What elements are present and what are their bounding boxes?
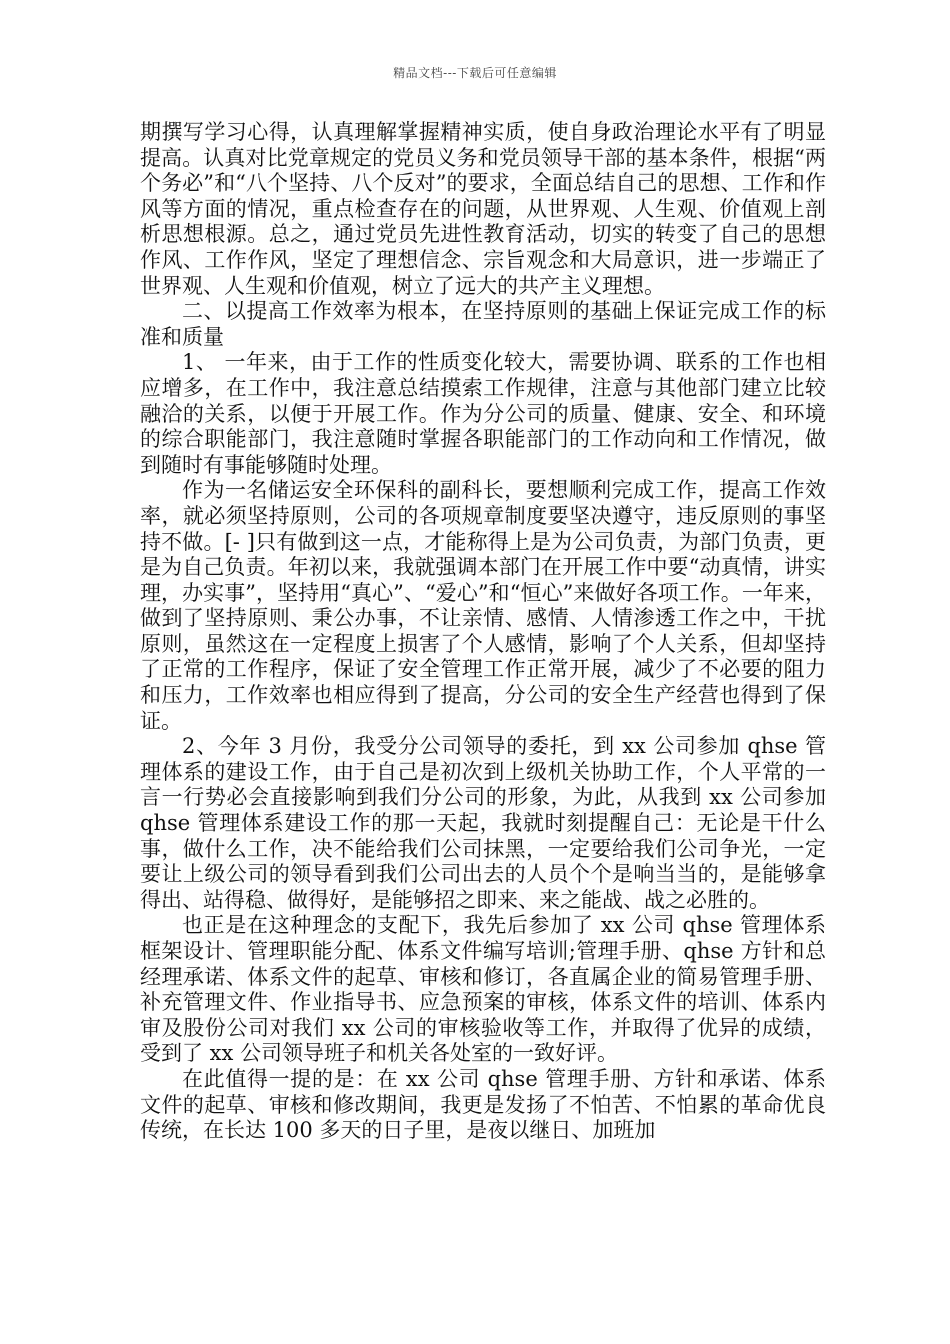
- paragraph: 也正是在这种理念的支配下，我先后参加了 xx 公司 qhse 管理体系框架设计、管理职能分配、体系文件编写培训;管理手册、qhse 方针和总经理承诺、体系文件的起草、审核和修订，各直属企业的简易管理手册、补充管理文件、作业指导书、应急预案的审核，体系文件的培训、体系内审及股份公司对我们 xx 公司的审核验收等工作，并取得了优异的成绩，受到了 xx 公司领导班子和机关各处室的一致好评。: [140, 913, 826, 1066]
- section-heading: 二、以提高工作效率为根本，在坚持原则的基础上保证完成工作的标准和质量: [140, 299, 826, 349]
- paragraph: 在此值得一提的是：在 xx 公司 qhse 管理手册、方针和承诺、体系文件的起草、审核和修改期间，我更是发扬了不怕苦、不怕累的革命优良传统，在长达 100 多天的日子里，是夜以继日、加班加: [140, 1066, 826, 1143]
- page-header: 精品文档---下载后可任意编辑: [393, 66, 557, 80]
- paragraph: 1、 一年来，由于工作的性质变化较大，需要协调、联系的工作也相应增多，在工作中，我注意总结摸索工作规律，注意与其他部门建立比较融洽的关系，以便于开展工作。作为分公司的质量、健康、安全、和环境的综合职能部门，我注意随时掌握各职能部门的工作动向和工作情况，做到随时有事能够随时处理。: [140, 350, 826, 477]
- paragraph: 作为一名储运安全环保科的副科长，要想顺利完成工作，提高工作效率，就必须坚持原则，公司的各项规章制度要坚决遵守，违反原则的事坚持不做。[- ]只有做到这一点，才能称得上是为公司负责，为部门负责，更是为自己负责。年初以来，我就强调本部门在开展工作中要“动真情，讲实理，办实事”，坚持用“真心”、“爱心”和“恒心”来做好各项工作。一年来，做到了坚持原则、秉公办事，不让亲情、感情、人情渗透工作之中，干扰原则，虽然这在一定程度上损害了个人感情，影响了个人关系，但却坚持了正常的工作程序，保证了安全管理工作正常开展，减少了不必要的阻力和压力，工作效率也相应得到了提高，分公司的安全生产经营也得到了保证。: [140, 478, 826, 733]
- paragraph: 期撰写学习心得，认真理解掌握精神实质，使自身政治理论水平有了明显提高。认真对比党章规定的党员义务和党员领导干部的基本条件，根据“两个务必”和“八个坚持、八个反对”的要求，全面总结自己的思想、工作和作风等方面的情况，重点检查存在的问题，从世界观、人生观、价值观上剖析思想根源。总之，通过党员先进性教育活动，切实的转变了自己的思想作风、工作作风，坚定了理想信念、宗旨观念和大局意识，进一步端正了世界观、人生观和价值观，树立了远大的共产主义理想。: [140, 120, 826, 298]
- paragraph: 2、今年 3 月份，我受分公司领导的委托，到 xx 公司参加 qhse 管理体系的建设工作，由于自己是初次到上级机关协助工作，个人平常的一言一行势必会直接影响到我们分公司的形象，为此，从我到 xx 公司参加 qhse 管理体系建设工作的那一天起，我就时刻提醒自己：无论是干什么事，做什么工作，决不能给我们公司抹黑，一定要给我们公司争光，一定要让上级公司的领导看到我们公司出去的人员个个是响当当的，是能够拿得出、站得稳、做得好，是能够招之即来、来之能战、战之必胜的。: [140, 734, 826, 912]
- document-body: [140, 120, 826, 1144]
